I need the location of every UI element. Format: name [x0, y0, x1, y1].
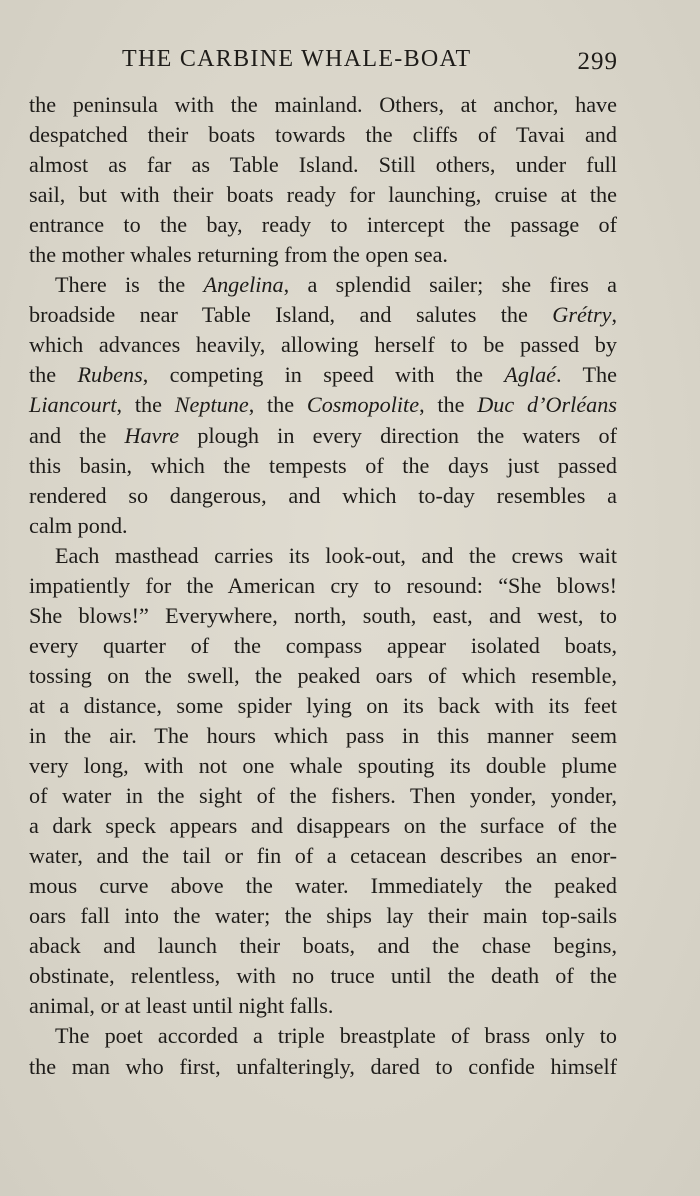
text-line: animal, or at least until night falls.: [29, 993, 334, 1019]
text-line: very long, with not one whale spouting its double plume: [29, 753, 617, 779]
text-line: Each masthead carries its look-out, and the crews wait: [55, 542, 617, 568]
text-line: and the Havre plough in every direction the waters of: [29, 422, 617, 448]
text-line: mous curve above the water. Immediately the peaked: [29, 873, 617, 899]
paragraph: [29, 270, 617, 540]
text-line: water, and the tail or fin of a cetacean describes an enor-: [29, 843, 617, 869]
text-line: a dark speck appears and disappears on the surface of the: [29, 813, 617, 839]
text-line: oars fall into the water; the ships lay their main top-sails: [29, 903, 617, 929]
text-line: which advances heavily, allowing herself to be passed by: [29, 332, 617, 358]
text-line: entrance to the bay, ready to intercept the passage of: [29, 212, 617, 238]
text-line: almost as far as Table Island. Still others, under full: [29, 152, 617, 178]
ship-name: Cosmopolite: [306, 392, 420, 418]
paragraph: [29, 1021, 617, 1081]
text-line: the Rubens, competing in speed with the Aglaé. The: [29, 362, 617, 388]
text-line: Liancourt, the Neptune, the Cosmopolite, the Duc d’Orléans: [29, 392, 617, 418]
text-line: impatiently for the American cry to resound: “She blows!: [29, 572, 617, 598]
ship-name: Duc d’Orléans: [477, 392, 617, 418]
ship-name: Neptune: [174, 392, 249, 418]
ship-name: Aglaé: [504, 362, 557, 388]
text-line: the mother whales returning from the open sea.: [29, 242, 448, 268]
running-head: THE CARBINE WHALE-BOAT: [122, 46, 472, 72]
ship-name: Havre: [124, 422, 180, 448]
text-line: at a distance, some spider lying on its back with its feet: [29, 692, 617, 718]
text-line: obstinate, relentless, with no truce until the death of the: [29, 963, 617, 989]
text-line: this basin, which the tempests of the days just passed: [29, 452, 617, 478]
text-line: despatched their boats towards the cliffs of Tavai and: [29, 122, 617, 148]
text-line: rendered so dangerous, and which to-day resembles a: [29, 482, 617, 508]
paragraph: [29, 541, 617, 1022]
paragraph: [29, 90, 617, 270]
ship-name: Rubens: [77, 362, 143, 388]
text-line: sail, but with their boats ready for launching, cruise at the: [29, 182, 617, 208]
text-line: calm pond.: [29, 512, 128, 538]
text-line: She blows!” Everywhere, north, south, east, and west, to: [29, 602, 617, 628]
ship-name: Grétry: [552, 302, 612, 328]
ship-name: Angelina: [203, 272, 284, 298]
body-text: [29, 90, 617, 1082]
text-line: The poet accorded a triple breastplate of brass only to: [55, 1023, 617, 1049]
text-line: in the air. The hours which pass in this manner seem: [29, 722, 617, 748]
text-line: every quarter of the compass appear isolated boats,: [29, 632, 617, 658]
text-line: the peninsula with the mainland. Others, at anchor, have: [29, 92, 617, 117]
text-line: the man who first, unfalteringly, dared to confide himself: [29, 1053, 617, 1079]
page-number: 299: [577, 48, 618, 75]
text-line: broadside near Table Island, and salutes the Grétry,: [29, 302, 617, 328]
page-header: [122, 46, 622, 80]
text-line: There is the Angelina, a splendid sailer; she fires a: [55, 272, 617, 298]
text-line: tossing on the swell, the peaked oars of which resemble,: [29, 662, 617, 688]
ship-name: Liancourt: [29, 392, 117, 418]
text-line: aback and launch their boats, and the chase begins,: [29, 933, 617, 959]
text-line: of water in the sight of the fishers. Then yonder, yonder,: [29, 783, 617, 809]
